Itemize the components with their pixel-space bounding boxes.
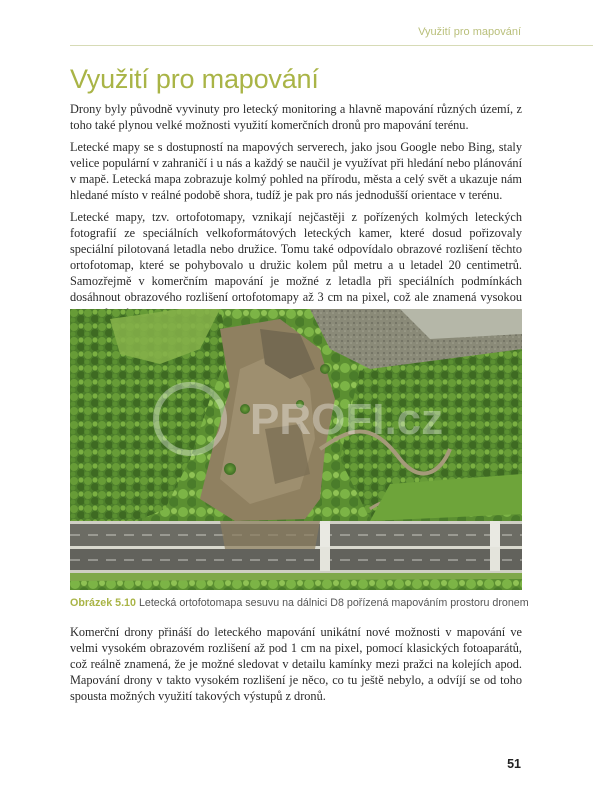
svg-text:PROFI.cz: PROFI.cz xyxy=(250,395,444,444)
page-number: 51 xyxy=(507,757,521,771)
paragraph-commercial-drones: Komerční drony přináší do leteckého mapování unikátní nové možnosti v mapování ve velmi vysokém obrazovém rozlišení až pod 1 cm na pixel, pomocí klasických fotoaparátů, což reálně znamená, že je možné sledovat v detailu kamínky mezi pražci na kolejích apod. Mapování drony v takto vysokém rozlišení je něco, co tu ještě nebylo, a odvíjí se od toho spousta možných využití takových výstupů z dronů. xyxy=(70,625,522,703)
section-title: Využití pro mapování xyxy=(70,64,319,94)
header-rule xyxy=(70,45,593,46)
figure-label: Obrázek 5.10 xyxy=(70,597,136,609)
paragraph-aerial-maps: Letecké mapy se s dostupností na mapových serverech, jako jsou Google nebo Bing, staly velice populární v zahraničí i u nás a každý se naučil je využívat při hledání nebo plánování v mapě. Letecká mapa zobrazuje kolmý pohled na přírodu, města a celý svět a ukazuje nám hledané místo v reálné podobě shora, tudíž je pak pro nás jednodušší orientace v terénu. xyxy=(70,140,522,202)
running-head: Využití pro mapování xyxy=(418,26,521,38)
figure-caption-text: Letecká ortofotomapa sesuvu na dálnici D8 pořízená mapováním prostoru dronem xyxy=(138,597,529,609)
paragraph-intro: Drony byly původně vyvinuty pro letecký monitoring a hlavně mapování různých území, z toho také plynou velké možnosti využití komerčních dronů pro mapování terénu. xyxy=(70,102,522,132)
aerial-orthophoto-image xyxy=(70,309,522,590)
figure-caption xyxy=(70,597,530,609)
paragraph-orthophoto: Letecké mapy, tzv. ortofotomapy, vznikají nejčastěji z pořízených kolmých leteckých fotografií ze speciálních velkoformátových leteckých kamer, které dosud pořizovaly speciální pilotovaná letadla nebo družice. Tomu také odpovídalo obrazové rozlišení těchto ortofotomap, které se pohybovalo u družic kolem půl metru a u letadel 20 centimetrů. Samozřejmě v komerčním mapování je možné z letadla při speciálních podmínkách dosáhnout obrazového rozlišení ortofotomapy až 3 cm na pixel, což ale znamená vysokou xyxy=(70,210,522,304)
